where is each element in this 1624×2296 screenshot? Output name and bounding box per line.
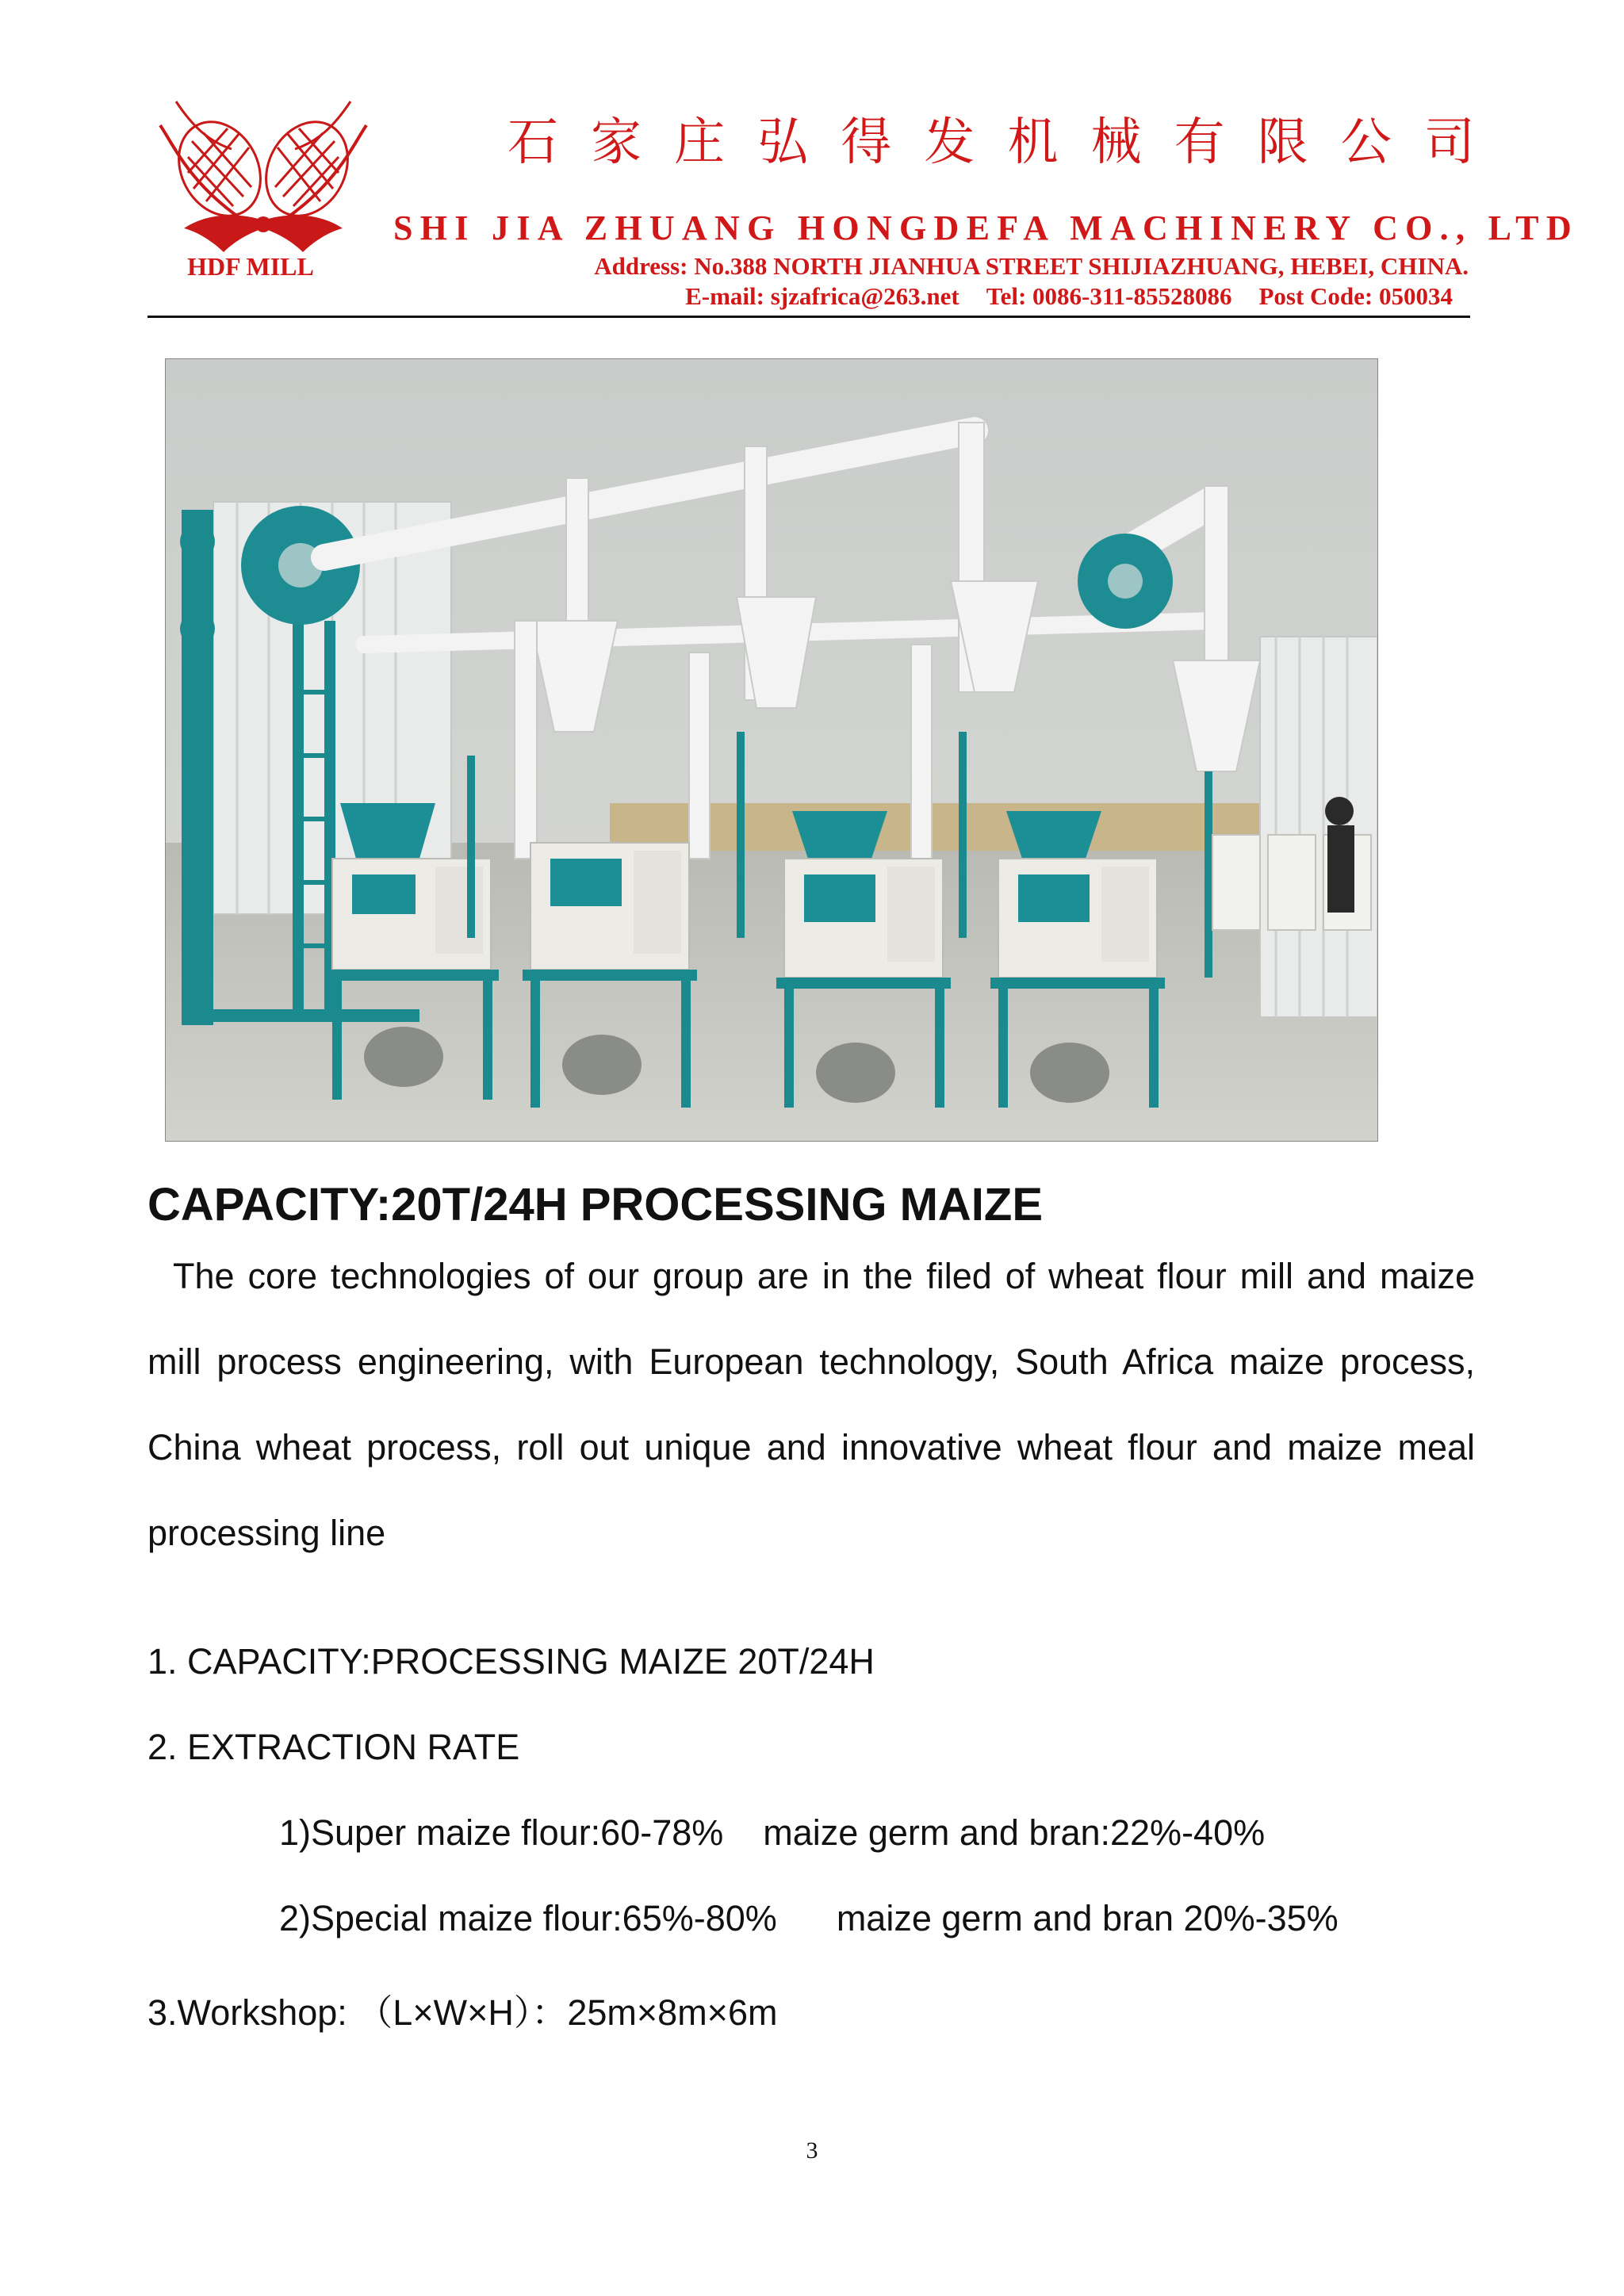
company-cn-char: 家 <box>591 113 642 172</box>
spec-super-maize-flour: 1)Super maize flour:60-78% maize germ and bran:22%-40% <box>279 1812 1266 1853</box>
company-cn-char: 公 <box>1340 113 1392 172</box>
maize-mill-plant-photo <box>165 358 1378 1142</box>
company-name-chinese <box>508 113 1475 172</box>
header-divider <box>147 316 1470 318</box>
maize-logo-icon <box>144 94 382 260</box>
company-cn-char: 机 <box>1007 113 1059 172</box>
company-cn-char: 限 <box>1257 113 1308 172</box>
company-cn-char: 弘 <box>757 113 809 172</box>
company-cn-char: 司 <box>1423 113 1475 172</box>
company-cn-char: 得 <box>841 113 892 172</box>
spec-extraction-rate: 2. EXTRACTION RATE <box>147 1727 520 1767</box>
company-cn-char: 械 <box>1090 113 1142 172</box>
contact-tel: Tel: 0086-311-85528086 <box>986 282 1232 310</box>
company-cn-char: 有 <box>1174 113 1225 172</box>
maize-mill-plant-icon <box>166 359 1377 1141</box>
page-number: 3 <box>806 2137 818 2164</box>
contact-email: E-mail: sjzafrica@263.net <box>685 282 959 310</box>
contact-line <box>485 282 1453 311</box>
company-cn-char: 庄 <box>674 113 726 172</box>
spec-workshop: 3.Workshop: （L×W×H）：25m×8m×6m <box>147 1992 778 2033</box>
contact-post-code: Post Code: 050034 <box>1258 282 1453 310</box>
spec-capacity: 1. CAPACITY:PROCESSING MAIZE 20T/24H <box>147 1641 875 1682</box>
intro-paragraph: The core technologies of our group are in the filed of wheat flour mill and maize mill process engineering, with European technology, South Africa maize process, China wheat process, roll out unique and innovative wheat flour and maize meal processing line <box>147 1256 1475 1553</box>
section-heading: CAPACITY:20T/24H PROCESSING MAIZE <box>147 1179 1044 1230</box>
company-cn-char: 石 <box>508 113 558 172</box>
company-address: Address: No.388 NORTH JIANHUA STREET SHIJIAZHUANG, HEBEI, CHINA. <box>594 252 1469 280</box>
company-name-english: SHI JIA ZHUANG HONGDEFA MACHINERY CO., LTD <box>393 209 1579 247</box>
brand-name: HDF MILL <box>187 252 314 281</box>
company-cn-char: 发 <box>924 113 975 172</box>
spec-special-maize-flour: 2)Special maize flour:65%-80% maize germ and bran 20%-35% <box>279 1898 1339 1938</box>
